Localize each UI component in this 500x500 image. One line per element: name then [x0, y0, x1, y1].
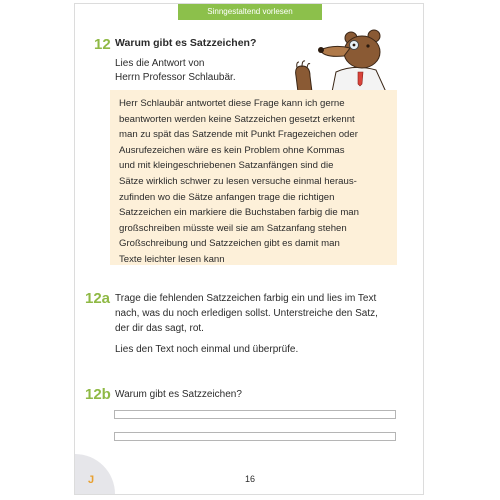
instruction-line: nach, was du noch erledigen sollst. Unterstreiche den Satz, [115, 308, 378, 319]
answer-text-line: Großschreibung und Satzzeichen gibt es damit man [119, 238, 340, 250]
section-header-label: Sinngestaltend vorlesen [178, 4, 322, 20]
intro-line: Lies die Antwort von [115, 58, 205, 69]
task-12a-followup: Lies den Text noch einmal und überprüfe. [115, 344, 299, 355]
task-12-intro [115, 57, 275, 85]
instruction-line: Trage die fehlenden Satzzeichen farbig ein und lies im Text [115, 293, 377, 304]
task-12a-number: 12a [85, 290, 111, 307]
answer-text-line: und mit kleingeschriebenen Satzanfängen sind die [119, 160, 334, 172]
task-12b-question: Warum gibt es Satzzeichen? [115, 389, 242, 400]
answer-text-line: man zu spät das Satzende mit Punkt Fragezeichen oder [119, 129, 358, 141]
task-12a-instructions [115, 291, 378, 336]
page-number: 16 [244, 474, 255, 484]
answer-text-line: großschreiben müsste weil sie am Satzanfang stehen [119, 222, 347, 234]
answer-text-line: zufinden wo die Sätze anfangen trage die richtigen [119, 191, 335, 203]
answer-writing-line[interactable] [114, 432, 396, 441]
intro-line: Herrn Professor Schlaubär. [115, 72, 236, 83]
corner-letter: J [88, 474, 95, 486]
answer-writing-line[interactable] [114, 410, 396, 419]
instruction-line: der dir das sagt, rot. [115, 323, 204, 334]
answer-text-line: Sätze wirklich schwer zu lesen versuche einmal heraus- [119, 175, 357, 187]
task-12b-number: 12b [85, 386, 111, 403]
answer-text-line: Texte leichter lesen kann [119, 253, 225, 265]
answer-text-line: Ausrufezeichen wäre es kein Problem ohne Kommas [119, 144, 345, 156]
professor-answer-textbox [110, 90, 397, 265]
task-12-title: Warum gibt es Satzzeichen? [115, 37, 257, 49]
answer-text-line: beantworten werden keine Satzzeichen gesetzt erkennt [119, 113, 355, 125]
answer-text-line: Herr Schlaubär antwortet diese Frage kann ich gerne [119, 98, 345, 109]
task-12-number: 12 [94, 36, 111, 53]
answer-text-line: Satzzeichen ein markiere die Buchstaben farbig die man [119, 207, 359, 219]
bear-professor-icon [284, 28, 392, 92]
